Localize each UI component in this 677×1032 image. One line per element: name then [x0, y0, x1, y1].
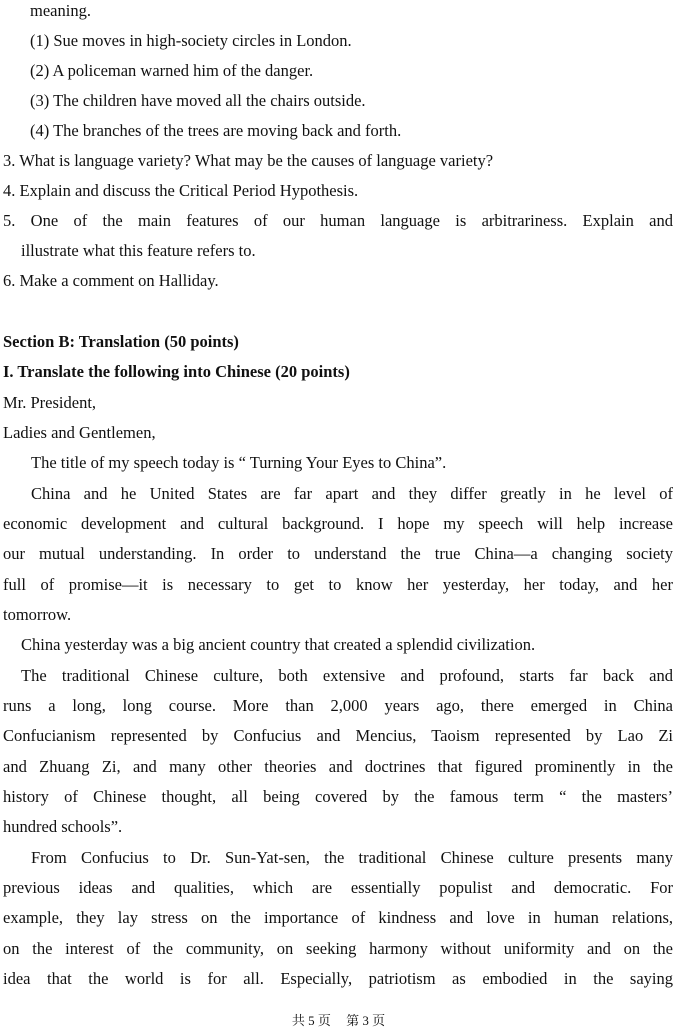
speech-line: and Zhuang Zi, and many other theories and doctrines that figured prominently in the	[3, 757, 673, 776]
speech-line: The title of my speech today is “ Turning Your Eyes to China”.	[31, 453, 447, 472]
speech-line: full of promise—it is necessary to get to know her yesterday, her today, and her	[3, 575, 673, 594]
question-4: 4. Explain and discuss the Critical Period Hypothesis.	[3, 181, 359, 200]
q2-sentence-1: (1) Sue moves in high-society circles in London.	[30, 31, 352, 50]
speech-line: The traditional Chinese culture, both extensive and profound, starts far back and	[21, 666, 673, 685]
speech-line: history of Chinese thought, all being covered by the famous term “ the masters’	[3, 787, 673, 806]
question-6: 6. Make a comment on Halliday.	[3, 271, 219, 290]
q2-sentence-3: (3) The children have moved all the chairs outside.	[30, 91, 366, 110]
salutation-ladies: Ladies and Gentlemen,	[3, 423, 156, 442]
total-pages: 共 5 页	[291, 1013, 331, 1028]
q2-sentence-4: (4) The branches of the trees are moving back and forth.	[30, 121, 402, 140]
speech-line: on the interest of the community, on seeking harmony without uniformity and on the	[3, 939, 673, 958]
speech-line: runs a long, long course. More than 2,000 years ago, there emerged in China	[3, 696, 673, 715]
q2-sentence-2: (2) A policeman warned him of the danger.	[30, 61, 314, 80]
speech-line: example, they lay stress on the importance of kindness and love in human relations,	[3, 908, 673, 927]
speech-line: economic development and cultural background. I hope my speech will help increase	[3, 514, 673, 533]
speech-line: previous ideas and qualities, which are essentially populist and democratic. For	[3, 878, 673, 897]
section-b-title: Section B: Translation (50 points)	[3, 332, 239, 351]
question-5-line-1: 5. One of the main features of our human language is arbitrariness. Explain and	[3, 211, 673, 230]
speech-line: Confucianism represented by Confucius and Mencius, Taoism represented by Lao Zi	[3, 726, 673, 745]
speech-line: our mutual understanding. In order to understand the true China—a changing society	[3, 544, 673, 563]
page-footer	[0, 1013, 677, 1029]
q2-tail: meaning.	[30, 1, 91, 20]
speech-line: From Confucius to Dr. Sun-Yat-sen, the traditional Chinese culture presents many	[31, 848, 673, 867]
current-page: 第 3 页	[346, 1013, 386, 1028]
speech-line: hundred schools”.	[3, 817, 123, 836]
speech-line: China yesterday was a big ancient country that created a splendid civilization.	[21, 635, 536, 654]
question-3: 3. What is language variety? What may be the causes of language variety?	[3, 151, 494, 170]
salutation-president: Mr. President,	[3, 393, 97, 412]
speech-line: China and he United States are far apart and they differ greatly in he level of	[31, 484, 673, 503]
speech-line: idea that the world is for all. Especially, patriotism as embodied in the saying	[3, 969, 673, 988]
part-1-title: I. Translate the following into Chinese (20 points)	[3, 362, 350, 381]
speech-line: tomorrow.	[3, 605, 72, 624]
question-5-line-2: illustrate what this feature refers to.	[21, 241, 256, 260]
